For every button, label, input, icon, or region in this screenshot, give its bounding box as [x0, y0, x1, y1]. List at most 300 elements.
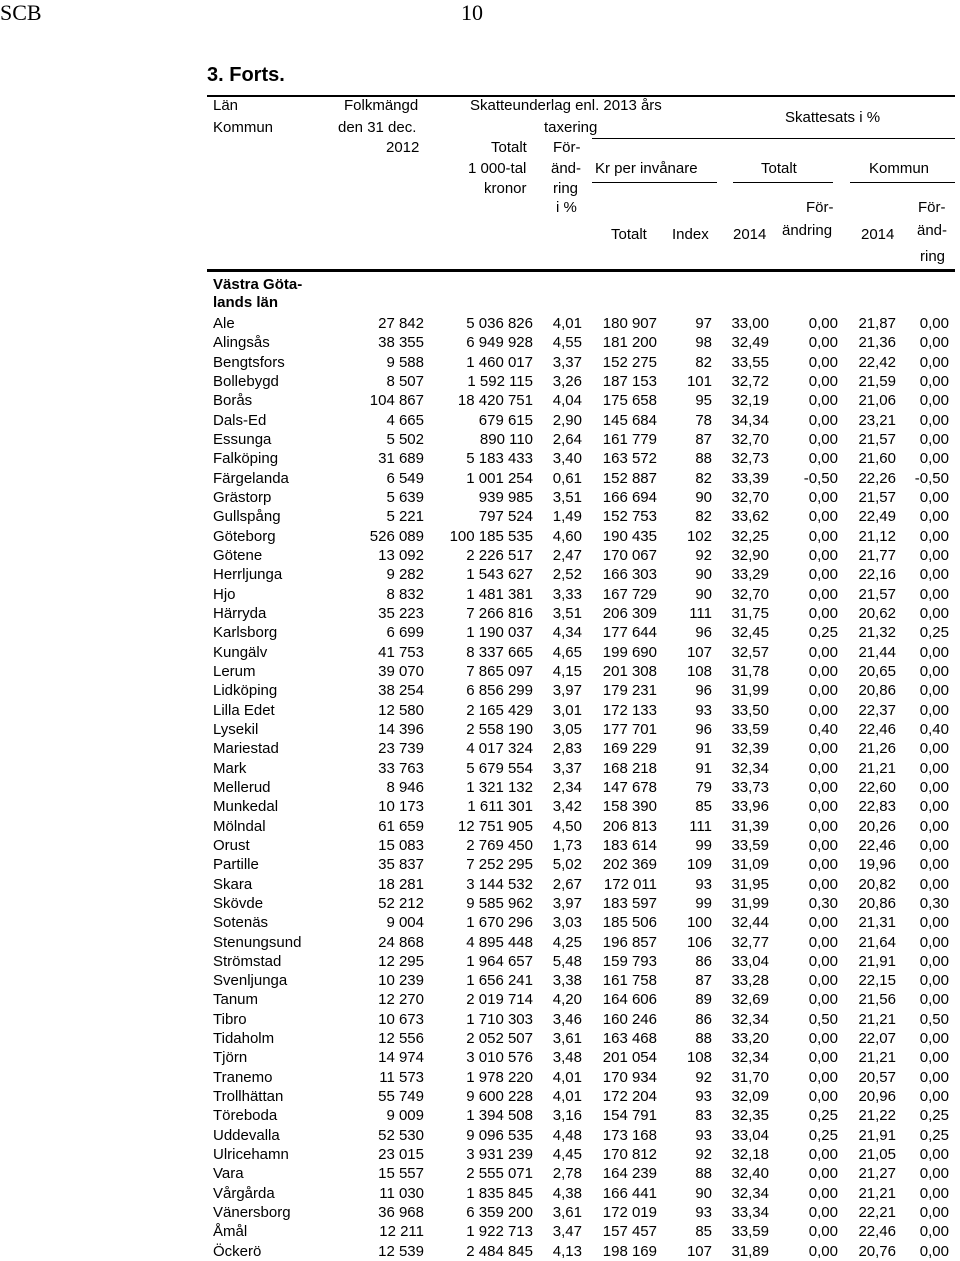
cell-skattesats-totalt-forandring: 0,00 [808, 604, 838, 622]
cell-skattesats-kommun-forandring: 0,00 [919, 566, 949, 584]
cell-folkmangd: 5 639 [386, 488, 424, 506]
table-row [207, 449, 955, 468]
table-row [207, 1184, 955, 1203]
cell-kommun: Falköping [213, 450, 279, 468]
cell-skatteunderlag-totalt: 2 226 517 [466, 546, 533, 564]
table-row [207, 604, 955, 623]
cell-skattesats-kommun-2014: 21,36 [858, 334, 896, 352]
cell-skatteunderlag-forandring: 4,65 [552, 643, 582, 661]
cell-skattesats-kommun-2014: 21,87 [858, 315, 896, 332]
cell-folkmangd: 10 173 [378, 798, 424, 816]
cell-skattesats-kommun-forandring: 0,00 [919, 1184, 949, 1202]
cell-skattesats-kommun-forandring: 0,00 [919, 334, 949, 352]
cell-skattesats-totalt-2014: 33,59 [731, 720, 769, 738]
cell-skatteunderlag-totalt: 1 710 303 [466, 1010, 533, 1028]
cell-skattesats-totalt-2014: 32,49 [731, 334, 769, 352]
cell-kr-per-invanare-index: 92 [695, 1146, 712, 1164]
cell-kr-per-invanare-totalt: 196 857 [602, 933, 657, 951]
cell-kommun: Orust [213, 836, 250, 854]
cell-kr-per-invanare-index: 96 [695, 682, 712, 700]
cell-skattesats-kommun-2014: 21,44 [858, 643, 896, 661]
cell-kr-per-invanare-index: 91 [695, 740, 712, 758]
cell-kommun: Kungälv [213, 643, 268, 661]
cell-skattesats-totalt-2014: 32,70 [731, 488, 769, 506]
cell-skatteunderlag-totalt: 12 751 905 [457, 817, 533, 835]
cell-skattesats-kommun-2014: 20,86 [858, 894, 896, 912]
table-row [207, 1068, 955, 1087]
cell-folkmangd: 9 004 [386, 914, 424, 932]
cell-skattesats-kommun-2014: 21,60 [858, 450, 896, 468]
cell-kr-per-invanare-totalt: 206 813 [602, 817, 657, 835]
cell-kr-per-invanare-index: 96 [695, 624, 712, 642]
cell-skattesats-totalt-2014: 31,99 [731, 894, 769, 912]
cell-kr-per-invanare-index: 93 [695, 1204, 712, 1222]
cell-skattesats-totalt-2014: 33,04 [731, 952, 769, 970]
cell-folkmangd: 12 539 [378, 1242, 424, 1260]
cell-kr-per-invanare-totalt: 168 218 [602, 759, 657, 777]
cell-skattesats-totalt-2014: 31,39 [731, 817, 769, 835]
cell-skatteunderlag-forandring: 3,42 [552, 798, 582, 816]
table-row [207, 411, 955, 430]
cell-skatteunderlag-totalt: 1 543 627 [466, 566, 533, 584]
cell-skatteunderlag-forandring: 0,61 [552, 469, 582, 487]
cell-skattesats-totalt-2014: 32,72 [731, 372, 769, 390]
cell-kr-per-invanare-index: 88 [695, 1030, 712, 1048]
cell-folkmangd: 31 689 [378, 450, 424, 468]
cell-kommun: Essunga [213, 430, 272, 448]
cell-folkmangd: 526 089 [369, 527, 424, 545]
cell-skatteunderlag-totalt: 100 185 535 [449, 527, 533, 545]
cell-kr-per-invanare-index: 87 [695, 430, 712, 448]
cell-skattesats-kommun-forandring: 0,00 [919, 817, 949, 835]
cell-folkmangd: 33 763 [378, 759, 424, 777]
cell-skattesats-totalt-forandring: 0,25 [808, 1107, 838, 1125]
cell-skattesats-kommun-forandring: 0,00 [919, 662, 949, 680]
cell-kommun: Skara [213, 875, 253, 893]
cell-kommun: Tranemo [213, 1068, 273, 1086]
cell-kommun: Strömstad [213, 952, 282, 970]
cell-skatteunderlag-totalt: 7 252 295 [466, 856, 533, 874]
cell-folkmangd: 18 281 [378, 875, 424, 893]
cell-skattesats-kommun-2014: 20,62 [858, 604, 896, 622]
cell-skattesats-kommun-2014: 21,59 [858, 372, 896, 390]
cell-skattesats-kommun-forandring: -0,50 [914, 469, 949, 487]
cell-skattesats-kommun-2014: 21,21 [858, 1049, 896, 1067]
cell-skattesats-totalt-2014: 33,73 [731, 778, 769, 796]
cell-skatteunderlag-forandring: 3,51 [552, 488, 582, 506]
cell-kr-per-invanare-index: 88 [695, 450, 712, 468]
cell-skattesats-totalt-forandring: 0,00 [808, 508, 838, 526]
cell-skatteunderlag-forandring: 4,15 [552, 662, 582, 680]
cell-kommun: Bengtsfors [213, 353, 285, 371]
cell-skattesats-totalt-forandring: 0,00 [808, 1146, 838, 1164]
cell-skattesats-kommun-2014: 21,77 [858, 546, 896, 564]
cell-skattesats-kommun-2014: 21,05 [858, 1146, 896, 1164]
cell-skatteunderlag-forandring: 4,13 [552, 1242, 582, 1260]
table-row [207, 662, 955, 681]
header-for-b: För- [918, 199, 946, 216]
cell-skattesats-totalt-2014: 33,96 [731, 798, 769, 816]
table-row [207, 836, 955, 855]
cell-kommun: Gullspång [213, 508, 281, 526]
cell-skattesats-kommun-2014: 21,56 [858, 991, 896, 1009]
cell-folkmangd: 9 588 [386, 353, 424, 371]
cell-skatteunderlag-totalt: 7 865 097 [466, 662, 533, 680]
cell-skattesats-kommun-2014: 22,15 [858, 972, 896, 990]
cell-kr-per-invanare-totalt: 199 690 [602, 643, 657, 661]
table-row [207, 314, 955, 333]
cell-kr-per-invanare-totalt: 190 435 [602, 527, 657, 545]
cell-kr-per-invanare-totalt: 177 701 [602, 720, 657, 738]
cell-kommun: Stenungsund [213, 933, 302, 951]
cell-kr-per-invanare-totalt: 152 887 [602, 469, 657, 487]
cell-skattesats-totalt-forandring: 0,00 [808, 1049, 838, 1067]
cell-skatteunderlag-totalt: 1 611 301 [467, 798, 533, 816]
cell-skattesats-totalt-forandring: 0,00 [808, 392, 838, 410]
cell-folkmangd: 38 254 [378, 682, 424, 700]
header-kr-totalt: Totalt [611, 226, 647, 243]
cell-folkmangd: 12 556 [378, 1030, 424, 1048]
cell-skattesats-kommun-forandring: 0,50 [919, 1010, 949, 1028]
cell-skatteunderlag-totalt: 9 096 535 [466, 1126, 533, 1144]
table-row [207, 527, 955, 546]
cell-skattesats-kommun-2014: 22,37 [858, 701, 896, 719]
cell-folkmangd: 35 837 [378, 856, 424, 874]
cell-folkmangd: 13 092 [378, 546, 424, 564]
cell-folkmangd: 15 557 [378, 1165, 424, 1183]
header-year-2014-b: 2014 [861, 226, 895, 243]
cell-skattesats-kommun-2014: 22,83 [858, 798, 896, 816]
cell-kr-per-invanare-totalt: 202 369 [602, 856, 657, 874]
cell-skattesats-totalt-forandring: 0,25 [808, 624, 838, 642]
cell-kr-per-invanare-index: 100 [686, 914, 712, 932]
cell-folkmangd: 61 659 [378, 817, 424, 835]
cell-kommun: Ale [213, 315, 235, 332]
cell-skatteunderlag-forandring: 2,78 [552, 1165, 582, 1183]
cell-skattesats-totalt-2014: 31,75 [731, 604, 769, 622]
cell-kommun: Svenljunga [213, 972, 288, 990]
cell-skatteunderlag-totalt: 1 481 381 [466, 585, 533, 603]
cell-kommun: Karlsborg [213, 624, 278, 642]
table-row [207, 546, 955, 565]
cell-skatteunderlag-forandring: 3,40 [552, 450, 582, 468]
cell-skattesats-totalt-2014: 32,34 [731, 1184, 769, 1202]
cell-skatteunderlag-forandring: 2,64 [552, 430, 582, 448]
cell-skattesats-kommun-2014: 22,46 [858, 836, 896, 854]
cell-skatteunderlag-forandring: 1,73 [552, 836, 582, 854]
cell-skattesats-kommun-forandring: 0,00 [919, 527, 949, 545]
cell-skattesats-totalt-2014: 33,62 [731, 508, 769, 526]
cell-skattesats-totalt-2014: 33,55 [731, 353, 769, 371]
cell-skatteunderlag-forandring: 3,01 [552, 701, 582, 719]
cell-folkmangd: 9 009 [386, 1107, 424, 1125]
cell-skatteunderlag-totalt: 1 460 017 [466, 353, 533, 371]
cell-kr-per-invanare-index: 91 [695, 759, 712, 777]
cell-folkmangd: 11 030 [379, 1184, 424, 1202]
cell-kr-per-invanare-totalt: 158 390 [602, 798, 657, 816]
cell-kommun: Alingsås [213, 334, 270, 352]
cell-skatteunderlag-totalt: 1 922 713 [466, 1223, 533, 1241]
cell-kommun: Lysekil [213, 720, 259, 738]
cell-skattesats-kommun-2014: 22,60 [858, 778, 896, 796]
cell-skattesats-kommun-forandring: 0,00 [919, 585, 949, 603]
cell-skattesats-totalt-2014: 33,59 [731, 836, 769, 854]
header-forandring-2: änd- [551, 160, 582, 177]
cell-kr-per-invanare-index: 90 [695, 566, 712, 584]
cell-skattesats-kommun-forandring: 0,25 [919, 1107, 949, 1125]
table-row [207, 1126, 955, 1145]
cell-skattesats-totalt-forandring: 0,00 [808, 759, 838, 777]
cell-skattesats-kommun-2014: 20,86 [858, 682, 896, 700]
group-label-line-2: lands län [213, 294, 279, 311]
cell-skatteunderlag-totalt: 2 484 845 [466, 1242, 533, 1260]
cell-skattesats-totalt-2014: 32,25 [731, 527, 769, 545]
table-row [207, 333, 955, 352]
cell-skattesats-totalt-forandring: 0,00 [808, 430, 838, 448]
cell-skattesats-totalt-2014: 32,34 [731, 1049, 769, 1067]
cell-skattesats-totalt-forandring: 0,00 [808, 643, 838, 661]
cell-skatteunderlag-totalt: 1 964 657 [466, 952, 533, 970]
cell-skattesats-kommun-2014: 21,91 [858, 952, 896, 970]
cell-kr-per-invanare-totalt: 198 169 [602, 1242, 657, 1260]
header-skattesats: Skattesats i % [785, 109, 881, 126]
cell-kommun: Munkedal [213, 798, 279, 816]
cell-kommun: Borås [213, 392, 253, 410]
cell-skattesats-totalt-2014: 33,04 [731, 1126, 769, 1144]
cell-kr-per-invanare-totalt: 172 204 [602, 1088, 657, 1106]
cell-kommun: Tjörn [213, 1049, 248, 1067]
cell-folkmangd: 12 211 [379, 1223, 424, 1241]
cell-skattesats-kommun-forandring: 0,00 [919, 430, 949, 448]
header-for-a: För- [806, 199, 834, 216]
cell-skatteunderlag-forandring: 2,47 [552, 546, 582, 564]
cell-skattesats-totalt-forandring: 0,00 [808, 914, 838, 932]
cell-skattesats-totalt-2014: 32,44 [731, 914, 769, 932]
cell-kr-per-invanare-totalt: 167 729 [602, 585, 657, 603]
cell-skatteunderlag-totalt: 9 585 962 [466, 894, 533, 912]
cell-skattesats-kommun-forandring: 0,30 [919, 894, 949, 912]
cell-skatteunderlag-totalt: 5 183 433 [466, 450, 533, 468]
cell-skattesats-kommun-forandring: 0,25 [919, 1126, 949, 1144]
table-row [207, 430, 955, 449]
cell-skatteunderlag-forandring: 2,34 [552, 778, 582, 796]
cell-kr-per-invanare-index: 111 [689, 817, 712, 835]
cell-kr-per-invanare-index: 93 [695, 701, 712, 719]
cell-skattesats-totalt-forandring: 0,50 [808, 1010, 838, 1028]
cell-kommun: Trollhättan [213, 1088, 284, 1106]
cell-skattesats-totalt-forandring: 0,40 [808, 720, 838, 738]
cell-kr-per-invanare-totalt: 201 308 [602, 662, 657, 680]
cell-skattesats-totalt-forandring: 0,00 [808, 334, 838, 352]
cell-skattesats-totalt-2014: 32,90 [731, 546, 769, 564]
cell-kr-per-invanare-index: 111 [689, 604, 712, 622]
cell-kr-per-invanare-totalt: 170 812 [602, 1146, 657, 1164]
cell-kr-per-invanare-totalt: 187 153 [602, 372, 657, 390]
cell-kommun: Mellerud [213, 778, 271, 796]
cell-kr-per-invanare-totalt: 183 614 [602, 836, 657, 854]
cell-skattesats-totalt-forandring: 0,00 [808, 488, 838, 506]
cell-kr-per-invanare-index: 90 [695, 585, 712, 603]
cell-skatteunderlag-totalt: 1 592 115 [467, 372, 533, 390]
table-row [207, 797, 955, 816]
cell-skatteunderlag-forandring: 3,26 [552, 372, 582, 390]
cell-skattesats-kommun-forandring: 0,00 [919, 1068, 949, 1086]
cell-skattesats-totalt-2014: 32,09 [731, 1088, 769, 1106]
cell-skattesats-totalt-forandring: 0,00 [808, 1088, 838, 1106]
cell-kommun: Tidaholm [213, 1030, 275, 1048]
cell-kr-per-invanare-index: 87 [695, 972, 712, 990]
cell-skattesats-kommun-2014: 21,57 [858, 585, 896, 603]
table-row [207, 372, 955, 391]
cell-skattesats-kommun-forandring: 0,00 [919, 682, 949, 700]
cell-skatteunderlag-totalt: 2 769 450 [466, 836, 533, 854]
header-year-2014-a: 2014 [733, 226, 767, 243]
cell-skatteunderlag-totalt: 1 835 845 [466, 1184, 533, 1202]
cell-folkmangd: 12 270 [378, 991, 424, 1009]
cell-kommun: Öckerö [213, 1242, 262, 1260]
cell-skattesats-kommun-forandring: 0,00 [919, 740, 949, 758]
table-row [207, 1203, 955, 1222]
cell-skattesats-kommun-forandring: 0,00 [919, 972, 949, 990]
cell-skattesats-kommun-forandring: 0,00 [919, 1204, 949, 1222]
cell-skattesats-totalt-forandring: 0,00 [808, 972, 838, 990]
cell-skattesats-totalt-forandring: 0,00 [808, 1223, 838, 1241]
header-folkmangd-date: den 31 dec. [338, 119, 417, 136]
cell-skattesats-totalt-2014: 31,95 [731, 875, 769, 893]
table-row [207, 875, 955, 894]
cell-kommun: Vårgårda [213, 1184, 275, 1202]
cell-skattesats-totalt-2014: 31,99 [731, 682, 769, 700]
cell-kr-per-invanare-totalt: 164 606 [602, 991, 657, 1009]
cell-skatteunderlag-forandring: 4,34 [552, 624, 582, 642]
cell-folkmangd: 6 699 [386, 624, 424, 642]
cell-kr-per-invanare-totalt: 147 678 [602, 778, 657, 796]
cell-skatteunderlag-totalt: 2 165 429 [466, 701, 533, 719]
cell-kr-per-invanare-index: 86 [695, 1010, 712, 1028]
cell-skattesats-totalt-forandring: 0,00 [808, 701, 838, 719]
table-row [207, 1010, 955, 1029]
cell-kr-per-invanare-totalt: 172 019 [602, 1204, 657, 1222]
cell-kr-per-invanare-index: 82 [695, 353, 712, 371]
cell-skattesats-kommun-2014: 21,91 [858, 1126, 896, 1144]
cell-skatteunderlag-forandring: 4,50 [552, 817, 582, 835]
table-row [207, 720, 955, 739]
cell-skatteunderlag-forandring: 4,45 [552, 1146, 582, 1164]
cell-skattesats-kommun-forandring: 0,00 [919, 952, 949, 970]
table-row [207, 643, 955, 662]
cell-skattesats-kommun-forandring: 0,00 [919, 315, 949, 332]
cell-skattesats-kommun-forandring: 0,00 [919, 508, 949, 526]
cell-folkmangd: 12 295 [378, 952, 424, 970]
cell-skattesats-totalt-forandring: 0,00 [808, 662, 838, 680]
cell-skattesats-kommun-2014: 22,21 [858, 1204, 896, 1222]
cell-skattesats-totalt-forandring: 0,00 [808, 817, 838, 835]
cell-kr-per-invanare-index: 79 [695, 778, 712, 796]
cell-skattesats-kommun-2014: 21,57 [858, 488, 896, 506]
cell-kommun: Färgelanda [213, 469, 289, 487]
header-folkmangd: Folkmängd [344, 97, 419, 114]
cell-skattesats-kommun-forandring: 0,00 [919, 914, 949, 932]
cell-skattesats-totalt-forandring: 0,00 [808, 952, 838, 970]
page-header-title: SCB [0, 0, 42, 25]
cell-folkmangd: 36 968 [378, 1204, 424, 1222]
cell-skatteunderlag-forandring: 5,48 [552, 952, 582, 970]
cell-skattesats-kommun-2014: 21,27 [858, 1165, 896, 1183]
cell-kr-per-invanare-totalt: 185 506 [602, 914, 657, 932]
cell-skattesats-kommun-forandring: 0,00 [919, 1146, 949, 1164]
cell-kr-per-invanare-totalt: 163 468 [602, 1030, 657, 1048]
cell-kr-per-invanare-totalt: 179 231 [602, 682, 657, 700]
cell-skatteunderlag-forandring: 1,49 [552, 508, 582, 526]
table-row [207, 1087, 955, 1106]
cell-kr-per-invanare-index: 78 [695, 411, 712, 429]
cell-skattesats-kommun-forandring: 0,00 [919, 759, 949, 777]
table-row [207, 623, 955, 642]
cell-kr-per-invanare-totalt: 177 644 [602, 624, 657, 642]
cell-kr-per-invanare-totalt: 172 133 [602, 701, 657, 719]
cell-kommun: Lidköping [213, 682, 278, 700]
cell-folkmangd: 6 549 [386, 469, 424, 487]
header-ring-b: ring [920, 248, 946, 265]
cell-kr-per-invanare-index: 98 [695, 334, 712, 352]
cell-kr-per-invanare-index: 88 [695, 1165, 712, 1183]
table-row [207, 681, 955, 700]
cell-kr-per-invanare-index: 85 [695, 1223, 712, 1241]
header-forandring-4: i % [556, 199, 577, 216]
table-row [207, 701, 955, 720]
cell-folkmangd: 27 842 [378, 315, 424, 332]
cell-skattesats-kommun-forandring: 0,25 [919, 624, 949, 642]
cell-kr-per-invanare-totalt: 175 658 [602, 392, 657, 410]
table-row [207, 1048, 955, 1067]
cell-skattesats-totalt-2014: 32,70 [731, 430, 769, 448]
cell-skattesats-totalt-2014: 32,45 [731, 624, 769, 642]
table-row [207, 952, 955, 971]
cell-kr-per-invanare-totalt: 181 200 [602, 334, 657, 352]
cell-skattesats-kommun-forandring: 0,00 [919, 1223, 949, 1241]
cell-skatteunderlag-totalt: 18 420 751 [457, 392, 533, 410]
cell-kr-per-invanare-totalt: 159 793 [602, 952, 657, 970]
cell-skattesats-kommun-2014: 21,12 [858, 527, 896, 545]
cell-kr-per-invanare-index: 90 [695, 1184, 712, 1202]
table-row [207, 778, 955, 797]
table-row [207, 469, 955, 488]
cell-skatteunderlag-forandring: 4,38 [552, 1184, 582, 1202]
cell-folkmangd: 104 867 [369, 392, 424, 410]
cell-kr-per-invanare-index: 109 [686, 856, 712, 874]
cell-folkmangd: 52 212 [378, 894, 424, 912]
cell-kommun: Bollebygd [213, 372, 279, 390]
cell-kommun: Dals-Ed [213, 411, 267, 429]
cell-skattesats-totalt-2014: 32,73 [731, 450, 769, 468]
cell-skattesats-kommun-2014: 21,64 [858, 933, 896, 951]
cell-skattesats-kommun-2014: 22,07 [858, 1030, 896, 1048]
cell-skatteunderlag-totalt: 1 394 508 [466, 1107, 533, 1125]
cell-folkmangd: 5 502 [386, 430, 424, 448]
group-label [213, 276, 302, 312]
cell-kr-per-invanare-index: 96 [695, 720, 712, 738]
cell-skattesats-kommun-2014: 21,32 [858, 624, 896, 642]
cell-kr-per-invanare-totalt: 183 597 [602, 894, 657, 912]
cell-skattesats-kommun-2014: 20,65 [858, 662, 896, 680]
cell-skatteunderlag-totalt: 5 679 554 [466, 759, 533, 777]
table-row [207, 353, 955, 372]
cell-skatteunderlag-forandring: 4,01 [552, 1088, 582, 1106]
header-totalt: Totalt [491, 139, 527, 156]
table-row [207, 933, 955, 952]
cell-skattesats-kommun-2014: 22,26 [858, 469, 896, 487]
cell-skatteunderlag-totalt: 3 010 576 [466, 1049, 533, 1067]
